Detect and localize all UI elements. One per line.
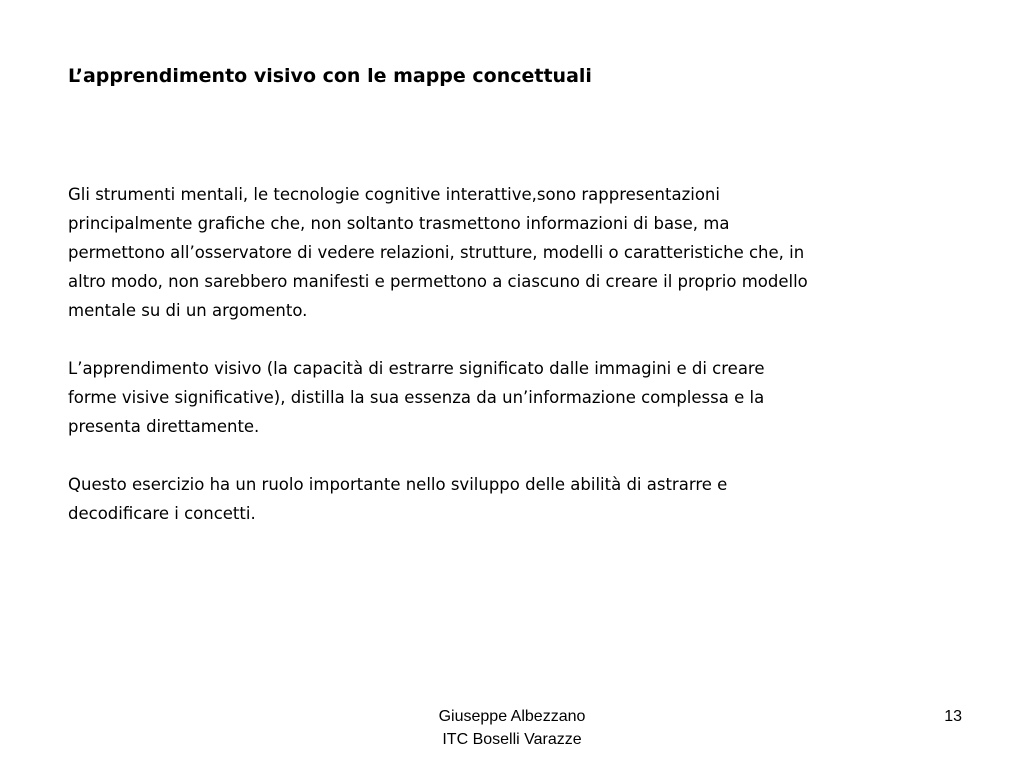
paragraph-line: mentale su di un argomento. (68, 301, 308, 320)
paragraph-line: presenta direttamente. (68, 417, 260, 436)
footer-school: ITC Boselli Varazze (442, 731, 582, 748)
footer-author: Giuseppe Albezzano (438, 708, 586, 725)
paragraph-line: decodificare i concetti. (68, 504, 256, 523)
paragraph-line: L’apprendimento visivo (la capacità di estrarre significato dalle immagini e di creare (68, 359, 765, 378)
page-number: 13 (944, 708, 962, 725)
paragraph-line: Questo esercizio ha un ruolo importante nello sviluppo delle abilità di astrarre e (68, 475, 728, 494)
footer-credit (362, 705, 662, 751)
paragraph-exercise (68, 470, 988, 528)
paragraph-line: altro modo, non sarebbero manifesti e permettono a ciascuno di creare il proprio modello (68, 272, 808, 291)
paragraph-line: permettono all’osservatore di vedere relazioni, strutture, modelli o caratteristiche che, in (68, 243, 805, 262)
slide-body (68, 180, 988, 528)
paragraph-visual-learning (68, 354, 988, 441)
paragraph-tools (68, 180, 988, 325)
paragraph-line: principalmente grafiche che, non soltanto trasmettono informazioni di base, ma (68, 214, 730, 233)
paragraph-line: forme visive significative), distilla la sua essenza da un’informazione complessa e la (68, 388, 765, 407)
paragraph-line: Gli strumenti mentali, le tecnologie cognitive interattive,sono rappresentazioni (68, 185, 720, 204)
slide-title: L’apprendimento visivo con le mappe concettuali (68, 65, 592, 87)
